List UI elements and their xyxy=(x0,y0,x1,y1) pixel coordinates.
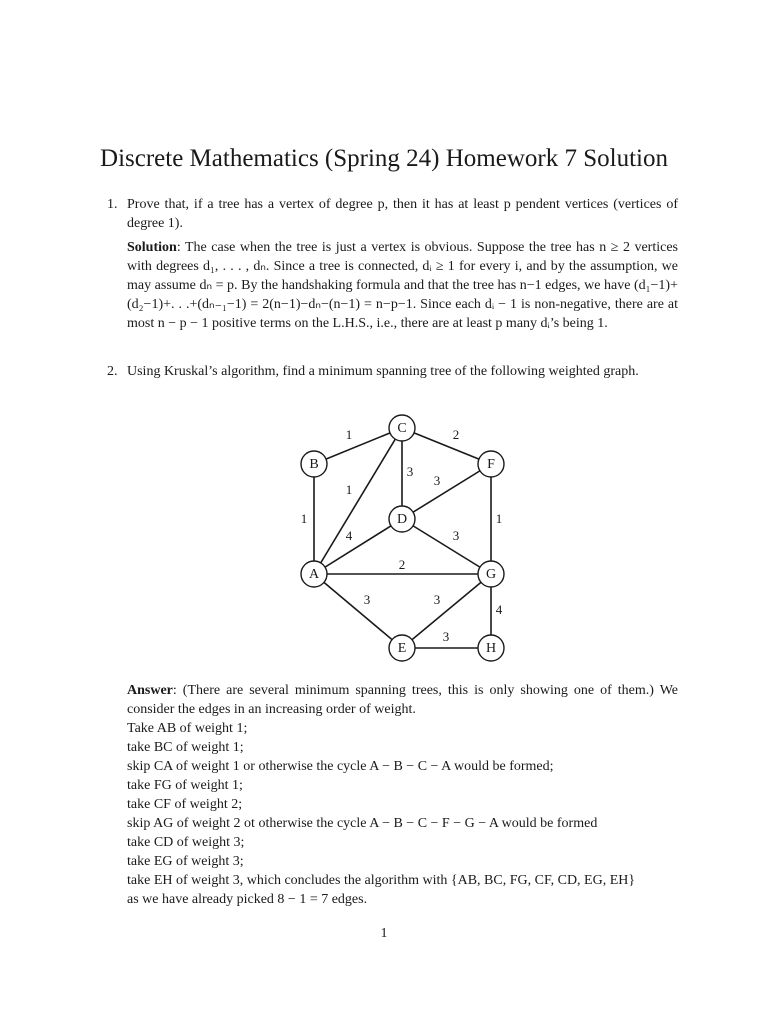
problem-1-statement: Prove that, if a tree has a vertex of degree p, then it has at least p pendent vertices (vertices of degree 1). xyxy=(127,197,678,231)
edge-weight-label: 1 xyxy=(345,426,353,442)
node-B xyxy=(301,451,327,477)
node-label: G xyxy=(485,567,497,583)
kruskal-step: take FG of weight 1; xyxy=(127,778,243,793)
edge-CF xyxy=(402,428,491,464)
edge-weight-label: 3 xyxy=(442,628,450,644)
edge-weight-label: 1 xyxy=(495,510,503,526)
problem-2-answer xyxy=(127,681,678,909)
edge-DF xyxy=(402,464,491,519)
node-F xyxy=(478,451,504,477)
edge-weight-label: 3 xyxy=(452,527,460,543)
problem-1-number: 1. xyxy=(107,197,118,212)
edge-weight-label: 4 xyxy=(345,527,353,543)
edge-weight-label: 2 xyxy=(452,426,460,442)
node-label: F xyxy=(487,457,495,473)
kruskal-step: skip CA of weight 1 or otherwise the cycle A − B − C − A would be formed; xyxy=(127,759,554,774)
kruskal-step: take CF of weight 2; xyxy=(127,797,243,812)
edge-weight-label: 1 xyxy=(345,481,353,497)
edge-weight-label: 3 xyxy=(363,591,371,607)
edge-weight-label: 4 xyxy=(495,601,503,617)
edge-DG xyxy=(402,519,491,574)
edge-CA xyxy=(314,428,402,574)
kruskal-step: as we have already picked 8 − 1 = 7 edges. xyxy=(127,892,368,907)
edge-AE xyxy=(314,574,402,648)
kruskal-step: take EG of weight 3; xyxy=(127,854,244,869)
kruskal-step: Take AB of weight 1; xyxy=(127,721,248,736)
node-label: C xyxy=(397,421,407,437)
edge-weight-label: 1 xyxy=(300,510,308,526)
edge-weight-label: 3 xyxy=(433,591,441,607)
weighted-graph xyxy=(0,410,768,690)
edge-AD xyxy=(314,519,402,574)
edge-BC xyxy=(314,428,402,464)
node-label: B xyxy=(309,457,319,473)
node-label: D xyxy=(396,512,408,528)
problem-2-statement: Using Kruskal’s algorithm, find a minimum spanning tree of the following weighted graph. xyxy=(127,364,639,379)
node-G xyxy=(478,561,504,587)
node-A xyxy=(301,561,327,587)
kruskal-step: take CD of weight 3; xyxy=(127,835,245,850)
page-title: Discrete Mathematics (Spring 24) Homework 7 Solution xyxy=(100,145,668,172)
page-number: 1 xyxy=(380,926,388,941)
node-label: A xyxy=(308,567,320,583)
edge-weight-label: 3 xyxy=(406,463,414,479)
kruskal-step: skip AG of weight 2 ot otherwise the cycle A − B − C − F − G − A would be formed xyxy=(127,816,598,831)
edge-weight-label: 2 xyxy=(398,556,406,572)
solution-label: Solution xyxy=(127,240,177,255)
kruskal-step: take BC of weight 1; xyxy=(127,740,244,755)
graph-edges xyxy=(314,428,491,648)
solution-text: : The case when the tree is just a vertex is obvious. Suppose the tree has n ≥ 2 vertices with degrees d₁, . . . , dₙ. Since a tree is connected, dᵢ ≥ 1 for every i, and by the assumption, we may assume dₙ = p. By the handshaking formula and that the tree has n−1 edges, we have (d₁−1)+(d₂−1)+. . .+(dₙ₋₁−1) = 2(n−1)−dₙ−(n−1) = n−p−1. Since each dᵢ − 1 is non-negative, there are at most n − p − 1 positive terms on the L.H.S., i.e., there are at least p many dᵢ’s being 1. xyxy=(127,240,678,331)
answer-intro: : (There are several minimum spanning trees, this is only showing one of them.) We consider the edges in an increasing order of weight. xyxy=(127,683,678,717)
node-E xyxy=(389,635,415,661)
node-C xyxy=(389,415,415,441)
node-label: E xyxy=(397,641,407,657)
edge-weight-label: 3 xyxy=(433,472,441,488)
node-D xyxy=(389,506,415,532)
answer-label: Answer xyxy=(127,683,173,698)
node-label: H xyxy=(485,641,497,657)
kruskal-step: take EH of weight 3, which concludes the algorithm with {AB, BC, FG, CF, CD, EG, EH} xyxy=(127,873,636,888)
problem-1-solution xyxy=(127,238,678,333)
node-H xyxy=(478,635,504,661)
kruskal-steps xyxy=(127,719,678,909)
problem-2-number: 2. xyxy=(107,364,118,379)
